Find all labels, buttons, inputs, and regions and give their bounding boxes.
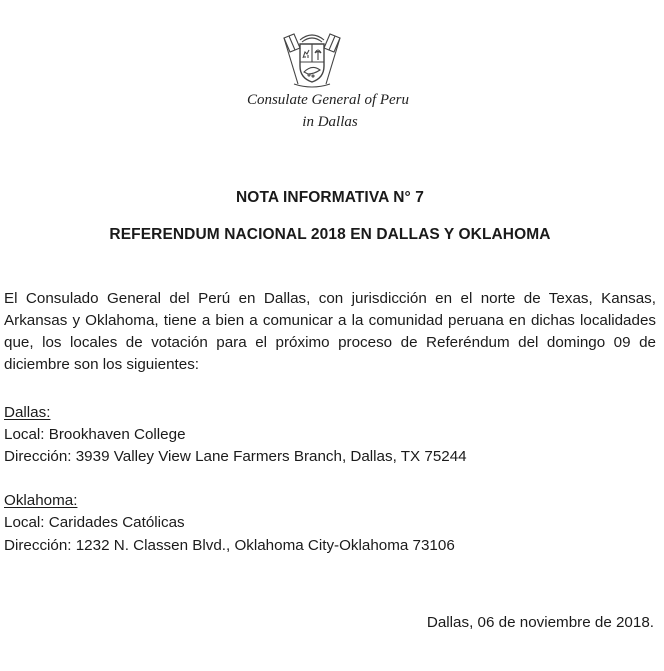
consulate-city: in Dallas [302,114,358,130]
document-title: NOTA INFORMATIVA N° 7 [236,189,424,206]
location-city-dallas: Dallas: [4,404,51,421]
document-subtitle: REFERENDUM NACIONAL 2018 EN DALLAS Y OKLAHOMA [109,226,551,243]
location-address-oklahoma: Dirección: 1232 N. Classen Blvd., Oklahoma City-Oklahoma 73106 [4,537,455,554]
coat-of-arms-emblem [278,28,346,92]
location-local-oklahoma: Local: Caridades Católicas [4,514,185,531]
consulate-name: Consulate General of Peru [246,92,410,108]
intro-paragraph: El Consulado General del Perú en Dallas, con jurisdicción en el norte de Texas, Kansas, Arkansas y Oklahoma, tiene a bien a comunicar a la comunidad peruana en dichas localidades que, los locales de votación para el próximo proceso de Referéndum del domingo 09 de diciembre son los siguientes: [4,290,656,373]
location-address-dallas: Dirección: 3939 Valley View Lane Farmers Branch, Dallas, TX 75244 [4,448,467,465]
location-city-oklahoma: Oklahoma: [4,492,78,509]
date-line: Dallas, 06 de noviembre de 2018. [426,614,654,631]
location-local-dallas: Local: Brookhaven College [4,426,186,443]
